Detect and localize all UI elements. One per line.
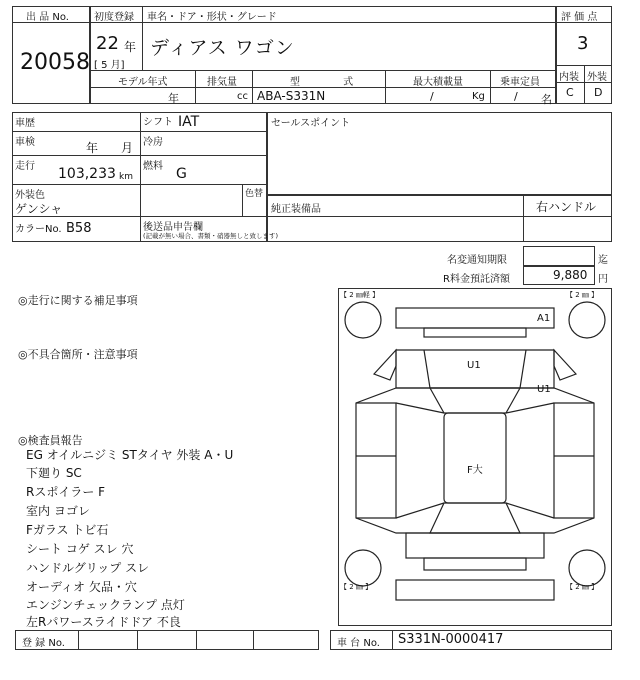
report-line: Rスポイラー F <box>26 485 106 499</box>
rating-label: 評 価 点 <box>561 12 598 23</box>
report-line: ハンドルグリップ スレ <box>26 561 150 575</box>
sales-points-label: セールスポイント <box>271 118 351 129</box>
tire-front-left <box>345 302 381 338</box>
load-slash: / <box>430 90 434 103</box>
recycle-label: R料金預託済額 <box>443 274 510 285</box>
tire-fl-label: 【 2 ㎜軽 】 <box>340 291 380 299</box>
inspection-label: 車検 <box>15 137 35 148</box>
report-line: 左Rパワースライドドア 不良 <box>26 615 181 629</box>
exterior-label: 外装 <box>587 72 607 83</box>
oem-equipment-label: 純正装備品 <box>271 204 321 215</box>
name-change-unit: 迄 <box>598 255 608 266</box>
rating-value: 3 <box>577 33 589 54</box>
model-year-unit: 年 <box>168 92 179 105</box>
windshield <box>430 388 520 413</box>
tire-front-right <box>569 302 605 338</box>
shift-label: シフト <box>143 117 173 128</box>
fuel-value: G <box>176 166 187 182</box>
shift-value: IAT <box>178 114 200 130</box>
fuel-label: 燃料 <box>143 161 163 172</box>
registration-label: 登 録 No. <box>22 638 65 649</box>
report-line: オーディオ 欠品・穴 <box>26 580 137 594</box>
name-unit: 名 <box>541 93 552 106</box>
tire-rr-label: 【 2 ㎜ 】 <box>566 583 599 591</box>
car-diagram <box>338 288 612 626</box>
color-change-label: 色替 <box>245 189 264 199</box>
damage-mark-a1: A1 <box>537 313 551 324</box>
max-load-label: 最大積載量 <box>413 77 463 88</box>
tire-fr-label: 【 2 ㎜ 】 <box>566 291 599 299</box>
interior-label: 内装 <box>559 72 579 83</box>
report-line: シート コゲ スレ 穴 <box>26 542 134 556</box>
rear-window <box>430 503 520 533</box>
reg-year-char: 年 <box>124 40 137 54</box>
report-line: Fガラス トビ石 <box>26 523 109 537</box>
kg-unit: Kg <box>472 91 485 102</box>
report-line: 下廻り SC <box>26 466 82 480</box>
recycle-value: 9,880 <box>553 268 588 282</box>
report-line: エンジンチェックランプ 点灯 <box>26 598 185 612</box>
supplement-heading: ◎走行に関する補足事項 <box>18 294 138 307</box>
mileage-unit: km <box>119 172 133 182</box>
inspection-year: 年 <box>86 141 99 155</box>
color-label: 外装色 <box>15 190 45 201</box>
capacity-label: 乗車定員 <box>500 77 540 88</box>
inspector-heading: ◎検査員報告 <box>18 434 83 447</box>
color-value: ゲンシャ <box>15 202 63 216</box>
tire-rear-right <box>569 550 605 586</box>
front-grille <box>424 328 526 337</box>
displacement-label: 排気量 <box>207 77 237 88</box>
tire-rear-left <box>345 550 381 586</box>
aftermarket-label: 後送品申告欄 <box>143 222 203 233</box>
damage-mark-u1-roof: U1 <box>467 360 481 371</box>
rear-hatch <box>406 533 544 558</box>
right-mirror <box>554 350 576 380</box>
model-year-label: モデル年式 <box>118 77 168 88</box>
report-line: 室内 ヨゴレ <box>26 504 90 518</box>
damage-mark-f-large: F大 <box>467 465 483 476</box>
rear-bumper <box>396 580 554 600</box>
lot-number: 20058 <box>20 50 90 75</box>
type-code: ABA-S331N <box>257 89 326 103</box>
color-no-value: B58 <box>66 221 92 236</box>
damage-mark-u1-side: U1 <box>537 384 551 395</box>
mileage-value: 103,233 <box>58 166 116 182</box>
history-label: 車歴 <box>15 118 35 129</box>
type-label: 型 式 <box>290 77 354 88</box>
aftermarket-note: (記載が無い場合、書類・硝器無しと致します) <box>143 232 279 240</box>
car-name-label: 車名・ドア・形状・グレード <box>147 12 277 23</box>
report-line: EG オイルニジミ STタイヤ 外装 A・U <box>26 448 234 462</box>
front-bumper <box>396 308 554 328</box>
exterior-grade: D <box>594 86 603 99</box>
lot-label: 出 品 No. <box>26 12 69 23</box>
name-change-box <box>523 246 595 266</box>
interior-grade: C <box>566 86 574 99</box>
chassis-number: S331N-0000417 <box>398 632 504 647</box>
left-mirror <box>374 350 396 380</box>
defects-heading: ◎不具合箇所・注意事項 <box>18 348 138 361</box>
chassis-label: 車 台 No. <box>337 638 380 649</box>
cc-unit: cc <box>237 91 248 102</box>
inspection-month: 月 <box>121 141 134 155</box>
name-change-label: 名変通知期限 <box>447 255 507 266</box>
car-name: ディアス ワゴン <box>150 37 295 59</box>
reg-month: [ 5 月] <box>94 60 125 71</box>
color-no-label: カラーNo. <box>15 224 62 235</box>
reg-year: 22 <box>96 33 119 54</box>
recycle-unit: 円 <box>598 274 608 285</box>
ac-label: 冷房 <box>143 137 163 148</box>
capacity-slash: / <box>514 90 518 103</box>
roof <box>444 413 506 503</box>
first-reg-label: 初度登録 <box>94 12 134 23</box>
mileage-label: 走行 <box>15 161 35 172</box>
tire-rl-label: 【 2 ㎜ 】 <box>340 583 373 591</box>
steering-side: 右ハンドル <box>536 200 597 214</box>
